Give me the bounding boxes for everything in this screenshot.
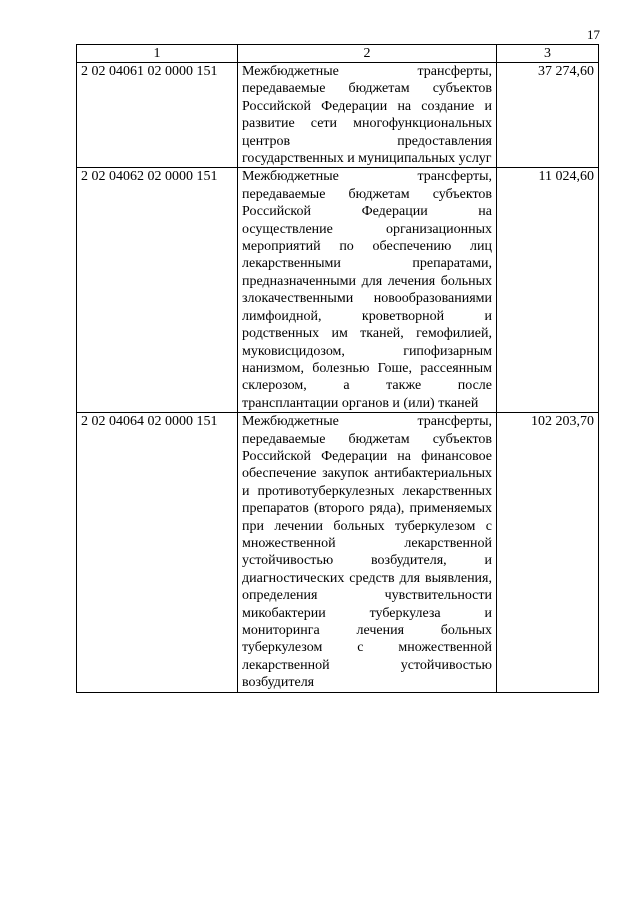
table-row: [77, 63, 599, 168]
row-code: 2 02 04061 02 0000 151: [77, 63, 238, 168]
table-header-row: [77, 45, 599, 63]
budget-table: [76, 44, 599, 693]
table-row: [77, 413, 599, 693]
row-code: 2 02 04064 02 0000 151: [77, 413, 238, 693]
row-amount: 11 024,60: [497, 168, 599, 413]
column-header-code: 1: [77, 45, 238, 63]
row-amount: 37 274,60: [497, 63, 599, 168]
row-description: Межбюджетные трансферты, передаваемые бюджетам субъектов Российской Федерации на финансовое обеспечение закупок антибактериальных и противотуберкулезных лекарственных препаратов (второго ряда), применяемых при лечении больных туберкулезом с множественной лекарственной устойчивостью возбудителя, и диагностических средств для выявления, определения чувствительности микобактерии туберкулеза и мониторинга лечения больных туберкулезом с множественной лекарственной устойчивостью возбудителя: [238, 413, 497, 693]
page-number: 17: [587, 27, 600, 42]
column-header-amount: 3: [497, 45, 599, 63]
row-code: 2 02 04062 02 0000 151: [77, 168, 238, 413]
row-amount: 102 203,70: [497, 413, 599, 693]
row-description: Межбюджетные трансферты, передаваемые бюджетам субъектов Российской Федерации на осуществление организационных мероприятий по обеспечению лиц лекарственными препаратами, предназначенными для лечения больных злокачественными новообразованиями лимфоидной, кроветворной и родственных им тканей, гемофилией, муковисцидозом, гипофизарным нанизмом, болезнью Гоше, рассеянным склерозом, а также после трансплантации органов и (или) тканей: [238, 168, 497, 413]
table-row: [77, 168, 599, 413]
column-header-description: 2: [238, 45, 497, 63]
row-description: Межбюджетные трансферты, передаваемые бюджетам субъектов Российской Федерации на создание и развитие сети многофункциональных центров предоставления государственных и муниципальных услуг: [238, 63, 497, 168]
